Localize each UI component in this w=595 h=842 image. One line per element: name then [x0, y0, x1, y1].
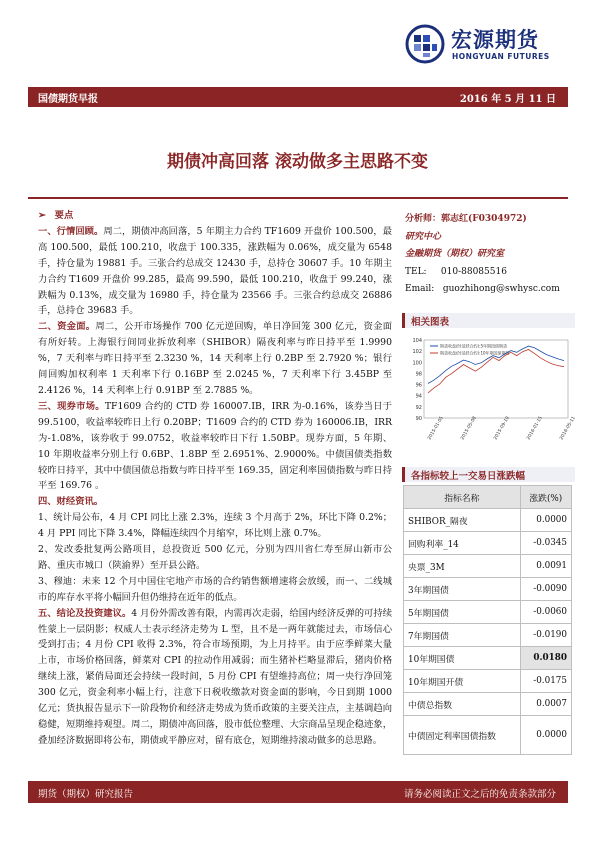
x-tick-label: 2016-05-11 — [559, 415, 577, 441]
y-tick-label: 96 — [415, 382, 422, 389]
row-name: 央票_3M — [404, 555, 521, 578]
table-row — [404, 716, 572, 755]
table-row — [404, 555, 572, 578]
row-name: 中债固定利率国债指数 — [404, 716, 521, 755]
futures-price-chart — [404, 332, 577, 450]
analyst-tel: TEL: 010-88085516 — [405, 266, 507, 277]
row-name: 3年期国债 — [404, 578, 521, 601]
report-date: 2016 年 5 月 11 日 — [459, 94, 556, 105]
footer-disclaimer: 请务必阅读正文之后的免责条款部分 — [403, 789, 556, 800]
x-tick-label: 2015-05-08 — [460, 415, 478, 441]
row-value: -0.0190 — [520, 624, 571, 647]
table-row — [404, 670, 572, 693]
col-change: 涨跌(%) — [520, 486, 571, 509]
y-tick-label: 94 — [415, 393, 422, 400]
table-row — [404, 693, 572, 716]
paragraph-funding: 二、资金面。周二，公开市场操作 700 亿元逆回购，单日净回笼 300 亿元，资金面有所好转。上海银行间同业拆放利率（SHIBOR）隔夜利率与昨日持平至 1.9990 %，7 天利率与昨日持平至 2.3230 %，14 天利率上行 0.2BP 至 2.7920 %；银行间回购加权利率 1 天利率下行 0.16BP 至 2.0245 %，7 天利率下行 3.45BP 至 2.4126 %，14 天利率上行 0.91BP 至 2.7885 %。 — [38, 321, 392, 396]
row-value: -0.0345 — [520, 532, 571, 555]
paragraph-news-2: 2、发改委批复两公路项目，总投资近 500 亿元，分别为四川省仁寿至屏山新市公路、重庆市城口（陕渝界）至开县公路。 — [38, 544, 392, 571]
paragraph-news-3: 3、穆迪：未来 12 个月中国住宅地产市场的合约销售额增速将会放缓，而一、二线城市的库存水平将小幅回升但仍维持在近年的低点。 — [38, 575, 392, 603]
y-tick-label: 92 — [415, 404, 422, 411]
paragraph-news-heading: 四、财经资讯。 — [38, 496, 104, 508]
logo-mark-icon — [405, 24, 445, 64]
y-tick-label: 102 — [412, 349, 422, 356]
y-tick-label: 100 — [412, 360, 422, 367]
row-value: 0.0091 — [520, 555, 571, 578]
paragraph-news-1: 1、统计局公布，4 月 CPI 同比上涨 2.3%，连续 3 个月高于 2%，环比下降 0.2%；4 月 PPI 同比下降 3.4%，降幅连续四个月缩窄，环比则上涨 0.7%。 — [38, 512, 392, 540]
logo-en-text: HONGYUAN FUTURES — [452, 52, 550, 61]
table-row — [404, 532, 572, 555]
y-tick-label: 104 — [412, 338, 422, 344]
footer-left: 期货（期权）研究报告 — [38, 789, 134, 800]
bullet-icon: ➢ — [38, 210, 46, 221]
page-title: 期债冲高回落 滚动做多主思路不变 — [167, 152, 428, 172]
analyst-email: Email: guozhihong@swhysc.com — [405, 284, 560, 294]
table-row — [404, 509, 572, 532]
dept-research-center: 研究中心 — [405, 231, 442, 242]
table-row — [404, 647, 572, 670]
row-name: 10年期国开债 — [404, 670, 521, 693]
analyst-info — [405, 211, 575, 299]
row-name: 中债总指数 — [404, 693, 521, 716]
y-tick-label: 98 — [415, 371, 422, 378]
company-logo — [405, 22, 585, 72]
series-line-1 — [428, 350, 564, 393]
logo-cn-text: 宏源期货 — [451, 28, 539, 52]
report-name: 国债期货早报 — [38, 94, 98, 105]
main-body — [38, 208, 392, 749]
row-value: 0.0000 — [520, 509, 571, 532]
row-name: 7年期国债 — [404, 624, 521, 647]
row-value: 0.0000 — [520, 716, 571, 755]
table-header-row — [404, 486, 572, 509]
dept-research-office: 金融期货（期权）研究室 — [405, 249, 505, 259]
chart-box-title: 相关图表 — [402, 313, 575, 328]
col-indicator-name: 指标名称 — [404, 486, 521, 509]
paragraph-conclusion: 五、结论及投资建议。4 月份外需改善有限，内需再次走弱，给国内经济反弹的可持续性蒙上一层阴影；权威人士表示经济走势为 L 型，且不是一两年就能过去，市场信心受到打击；4 月份 CPI 收得 2.3%，符合市场预期，为上月持平。由于应季鲜菜大量上市，市场价格回落，鲜菜对 CPI 的拉动作用减弱；而生猪补栏略显滞后，猪肉价格继续上涨，紧俏局面还会持续一段时间，5 月份 CPI 有望维持高位；周一央行净回笼 300 亿元，资金利率小幅上行，注意下日税收缴款对资金面的影响，今日到期 1000 亿元；货执报告显示下一阶段物价和经济走势成为货币政策的主要关注点，主基调趋向稳健，短期维持观望。周二，期债冲高回落，股市低位整理、大宗商品呈现企稳迹象，叠加经济数据即将公布，期债或平静应对，留有底仓，短期维持滚动做多的总思路。 — [38, 607, 392, 746]
paragraph-spot-market: 三、现券市场。TF1609 合约的 CTD 券 160007.IB，IRR 为-0.16%，该券当日于 99.5100，收益率较昨日上行 0.20BP；T1609 合约的 CTD 券为 160006.IB，IRR 为-1.08%，该券收于 99.0752，收益率较昨日下行 1.50BP。现券方面，5 年期、10 年期收益率分别上行 0.6BP、1.8BP 至 2.6951%、2.9000%。中债国债类指数较昨日持平，其中中债国债总指数与昨日持平至 169.35，固定利率国债指数与昨日持平至 169.76 。 — [38, 400, 392, 492]
header-bar — [28, 87, 568, 107]
x-tick-label: 2015-01-05 — [427, 415, 445, 441]
table-row — [404, 624, 572, 647]
x-tick-label: 2015-09-10 — [493, 415, 511, 441]
row-value-highlight: 0.0180 — [520, 647, 571, 670]
row-name: 回购利率_14 — [404, 532, 521, 555]
table-row — [404, 601, 572, 624]
analyst-name: 分析师：郭志红(F0304972) — [405, 214, 527, 224]
legend-label-0: 期货收盘价(活跃合约):5年期国债期货 — [440, 343, 508, 349]
row-name: SHIBOR_隔夜 — [404, 509, 521, 532]
row-value: -0.0090 — [520, 578, 571, 601]
row-value: -0.0175 — [520, 670, 571, 693]
row-name: 10年期国债 — [404, 647, 521, 670]
row-value: 0.0007 — [520, 693, 571, 716]
summary-heading: ➢ 要点 — [38, 210, 74, 221]
footer-bar — [28, 781, 568, 803]
paragraph-market-review: 一、行情回顾。周二，期债冲高回落，5 年期主力合约 TF1609 开盘价 100.500，最高 100.500，最低 100.210，收盘于 100.335，涨跌幅为 0.06%，成交量为 6548 手，持仓量为 19881 手。三张合约总成交 12430 手，总持仓 30607 手。10 年期主力合约 T1609 开盘价 99.285，最高 99.590，最低 100.210，收盘于 99.240，涨跌幅为 0.13%，成交量为 16980 手，持仓量为 23566 手。三张合约总成交 26886 手，总持仓 39683 手。 — [38, 225, 392, 317]
title-divider — [28, 197, 568, 199]
indicator-table — [403, 485, 572, 755]
y-tick-label: 90 — [415, 416, 422, 422]
table-row — [404, 578, 572, 601]
legend-label-1: 期货收盘价(活跃合约):10年期国债期货 — [440, 350, 510, 356]
table-box-title: 各指标较上一交易日涨跌幅 — [402, 467, 575, 482]
row-name: 5年期国债 — [404, 601, 521, 624]
x-tick-label: 2016-01-15 — [526, 415, 544, 441]
row-value: -0.0060 — [520, 601, 571, 624]
